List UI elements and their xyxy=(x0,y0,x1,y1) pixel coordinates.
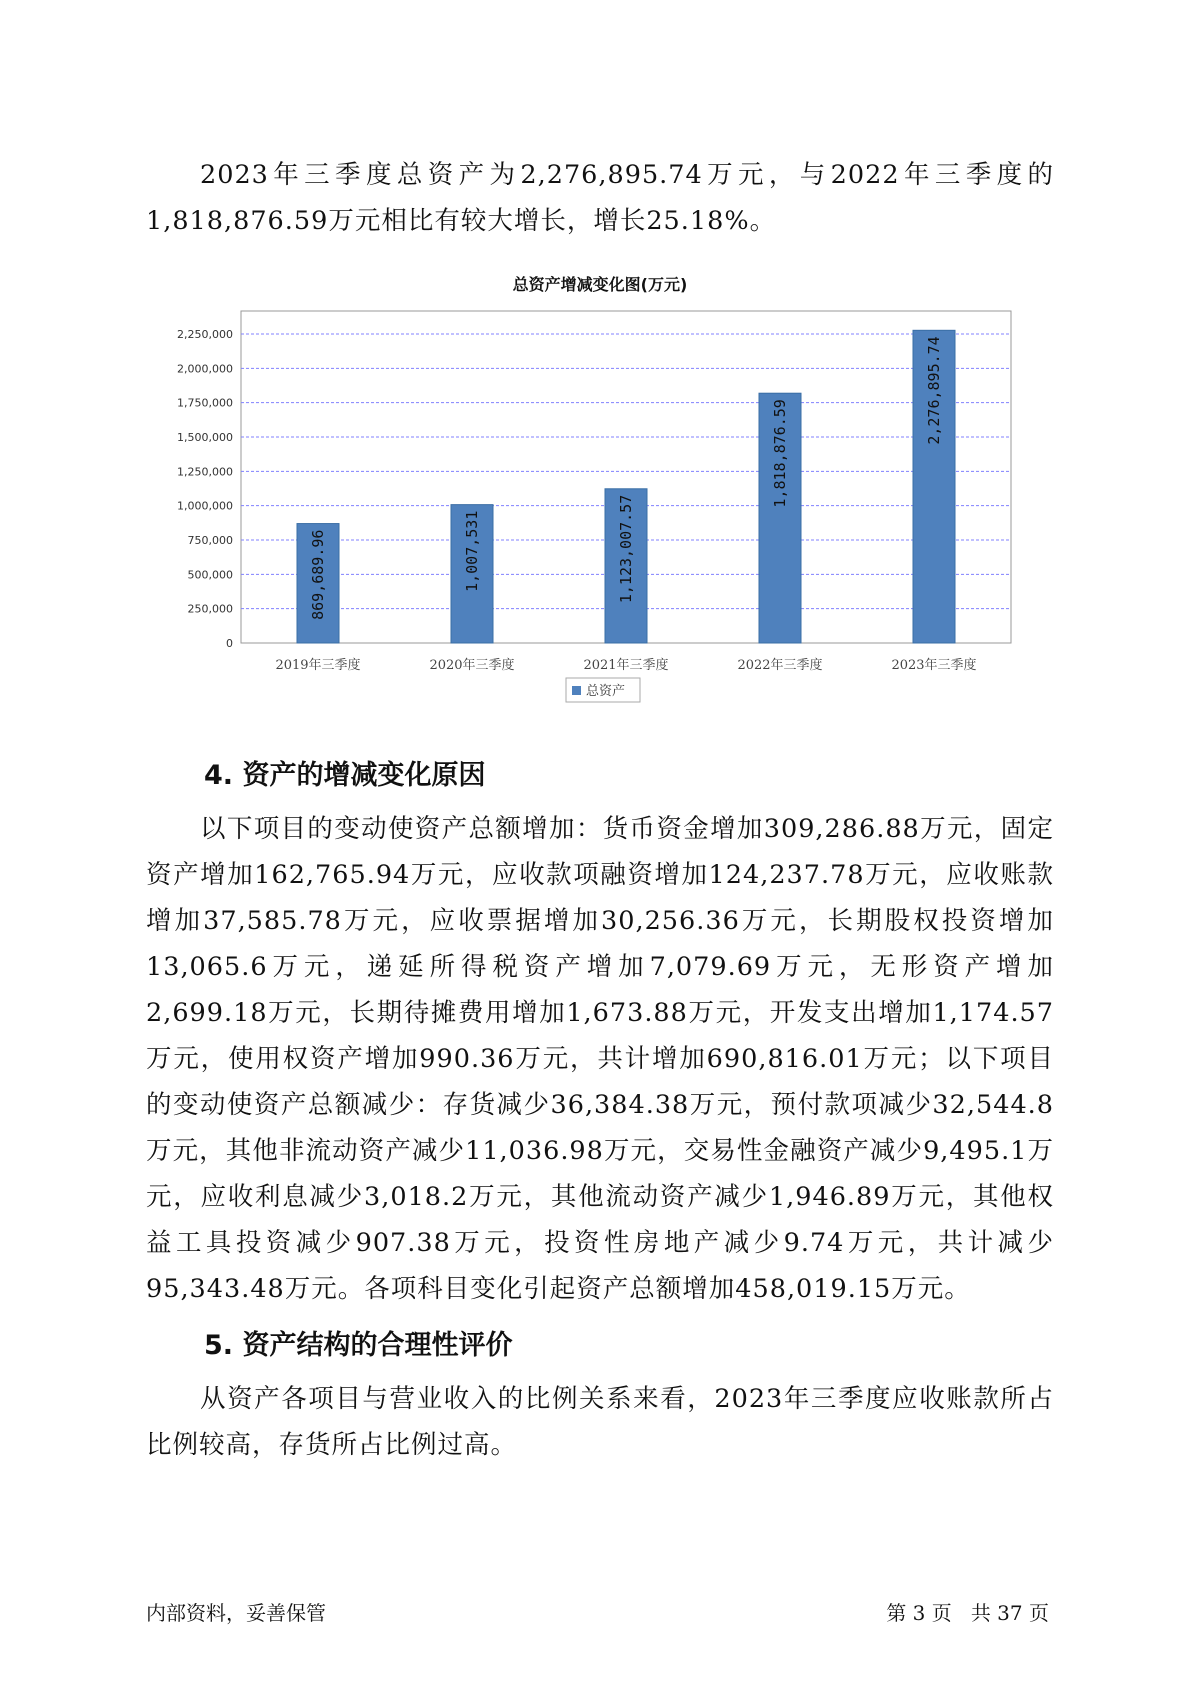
bar-value-label: 1,007,531 xyxy=(463,510,481,592)
x-tick-label: 2022年三季度 xyxy=(737,658,823,673)
bar-value-label: 869,689.96 xyxy=(309,529,327,620)
intro-paragraph: 2023年三季度总资产为2,276,895.74万元，与2022年三季度的1,818,876.59万元相比有较大增长，增长25.18%。 xyxy=(146,160,1054,236)
total-assets-bar-chart xyxy=(146,300,1046,720)
x-tick-label: 2021年三季度 xyxy=(583,658,669,673)
y-tick-label: 750,000 xyxy=(187,534,233,547)
section-4-heading: 4. 资产的增减变化原因 xyxy=(204,760,486,791)
section-4-paragraph: 以下项目的变动使资产总额增加：货币资金增加309,286.88万元，固定资产增加162,765.94万元，应收款项融资增加124,237.78万元，应收账款增加37,585.78万元，应收票据增加30,256.36万元，长期股权投资增加13,065.6万元，递延所得税资产增加7,079.69万元，无形资产增加2,699.18万元，长期待摊费用增加1,673.88万元，开发支出增加1,174.57万元，使用权资产增加990.36万元，共计增加690,816.01万元；以下项目的变动使资产总额减少：存货减少36,384.38万元，预付款项减少32,544.8万元，其他非流动资产减少11,036.98万元，交易性金融资产减少9,495.1万元，应收利息减少3,018.2万元，其他流动资产减少1,946.89万元，其他权益工具投资减少907.38万元，投资性房地产减少9.74万元，共计减少95,343.48万元。各项科目变化引起资产总额增加458,019.15万元。 xyxy=(146,814,1054,1304)
bar-value-label: 1,123,007.57 xyxy=(617,494,635,604)
legend-swatch xyxy=(572,686,581,695)
y-tick-label: 1,250,000 xyxy=(177,465,233,479)
chart-title: 总资产增减变化图(万元) xyxy=(512,275,688,294)
y-tick-label: 2,250,000 xyxy=(177,328,233,341)
x-tick-label: 2020年三季度 xyxy=(429,658,515,673)
x-tick-label: 2019年三季度 xyxy=(275,658,361,673)
y-tick-label: 0 xyxy=(226,637,233,650)
bar-value-label: 2,276,895.74 xyxy=(925,336,943,445)
legend-label: 总资产 xyxy=(586,684,626,699)
y-tick-label: 1,000,000 xyxy=(177,499,233,513)
footer-confidential: 内部资料，妥善保管 xyxy=(146,1601,326,1625)
y-tick-label: 250,000 xyxy=(187,602,233,616)
y-tick-label: 500,000 xyxy=(187,568,233,582)
y-tick-label: 1,750,000 xyxy=(177,396,233,410)
y-tick-label: 1,500,000 xyxy=(177,431,233,444)
section-5-heading: 5. 资产结构的合理性评价 xyxy=(204,1330,513,1361)
y-tick-label: 2,000,000 xyxy=(177,362,233,376)
section-5-paragraph: 从资产各项目与营业收入的比例关系来看，2023年三季度应收账款所占比例较高，存货所占比例过高。 xyxy=(146,1384,1054,1460)
x-tick-label: 2023年三季度 xyxy=(891,658,977,673)
footer-page-number: 第 3 页 共 37 页 xyxy=(886,1601,1049,1625)
bar-value-label: 1,818,876.59 xyxy=(771,399,789,508)
